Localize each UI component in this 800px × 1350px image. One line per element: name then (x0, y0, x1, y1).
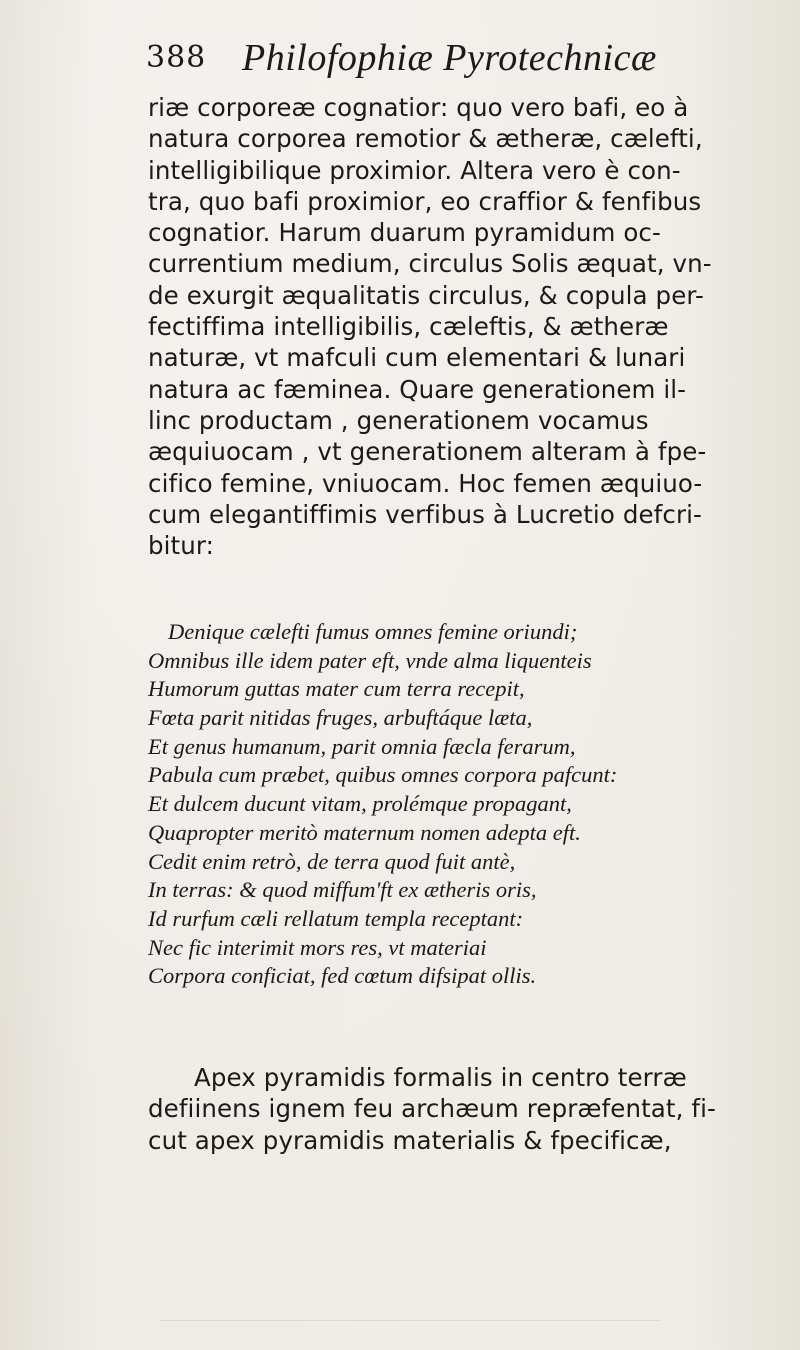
text-line: cut apex pyramidis materialis & fpecificæ, (148, 1125, 672, 1155)
text-line: de exurgit æqualitatis circulus, & copula per- (148, 280, 704, 310)
verse-line: Pabula cum præbet, quibus omnes corpora pafcunt: (148, 762, 618, 788)
text-line: tra, quo bafi proximior, eo craffior & fenfibus (148, 186, 702, 216)
show-through-ink (160, 1240, 660, 1321)
verse-line: Corpora conficiat, fed cœtum difsipat ollis. (148, 963, 537, 989)
running-title: Philofophiæ Pyrotechnicæ (242, 37, 657, 79)
verse-line: Id rurfum cæli rellatum templa receptant: (148, 905, 524, 931)
verse-line: Cedit enim retrò, de terra quod fuit antè, (148, 848, 516, 874)
prose-paragraph-2 (148, 1062, 728, 1156)
page-number: 388 (146, 40, 207, 75)
text-line: defiinens ignem feu archæum repræfentat, fi- (148, 1094, 716, 1124)
verse-line: Fœta parit nitidas fruges, arbuftáque læta, (148, 705, 533, 731)
text-line: natura ac fæminea. Quare generationem il- (148, 374, 687, 404)
text-line: fectiffima intelligibilis, cæleftis, & ætheræ (148, 312, 669, 342)
text-line: currentium medium, circulus Solis æquat, vn- (148, 249, 712, 279)
page-header (146, 34, 706, 90)
text-line: bitur: (148, 531, 214, 561)
verse-line: Humorum guttas mater cum terra recepit, (148, 676, 525, 702)
verse-line: Denique cælefti fumus omnes femine oriundi; (168, 619, 578, 644)
verse-line: In terras: & quod miffum'ft ex ætheris oris, (148, 877, 537, 903)
prose-paragraph-1 (148, 92, 728, 561)
text-line: cum elegantiffimis verfibus à Lucretio defcri- (148, 499, 702, 529)
text-line: natura corporea remotior & ætheræ, cælefti, (148, 124, 703, 154)
text-line: riæ corporeæ cognatior: quo vero bafi, eo à (148, 93, 689, 122)
verse-line: Nec fic interimit mors res, vt materiai (148, 934, 487, 960)
text-line: Apex pyramidis formalis in centro terræ (194, 1063, 687, 1092)
verse-quotation (148, 618, 748, 991)
text-line: æquiuocam , vt generationem alteram à fpe- (148, 437, 707, 467)
text-line: cifico femine, vniuocam. Hoc femen æquiuo- (148, 468, 703, 498)
text-line: cognatior. Harum duarum pyramidum oc- (148, 218, 661, 248)
verse-line: Et dulcem ducunt vitam, prolémque propagant, (148, 791, 572, 817)
text-line: intelligibilique proximior. Altera vero è con- (148, 155, 681, 185)
text-line: linc productam , generationem vocamus (148, 405, 649, 435)
verse-line: Quapropter meritò maternum nomen adepta eft. (148, 819, 581, 845)
verse-line: Omnibus ille idem pater eft, vnde alma liquenteis (148, 647, 592, 673)
text-line: naturæ, vt mafculi cum elementari & lunari (148, 343, 686, 373)
verse-line: Et genus humanum, parit omnia fæcla ferarum, (148, 733, 576, 759)
